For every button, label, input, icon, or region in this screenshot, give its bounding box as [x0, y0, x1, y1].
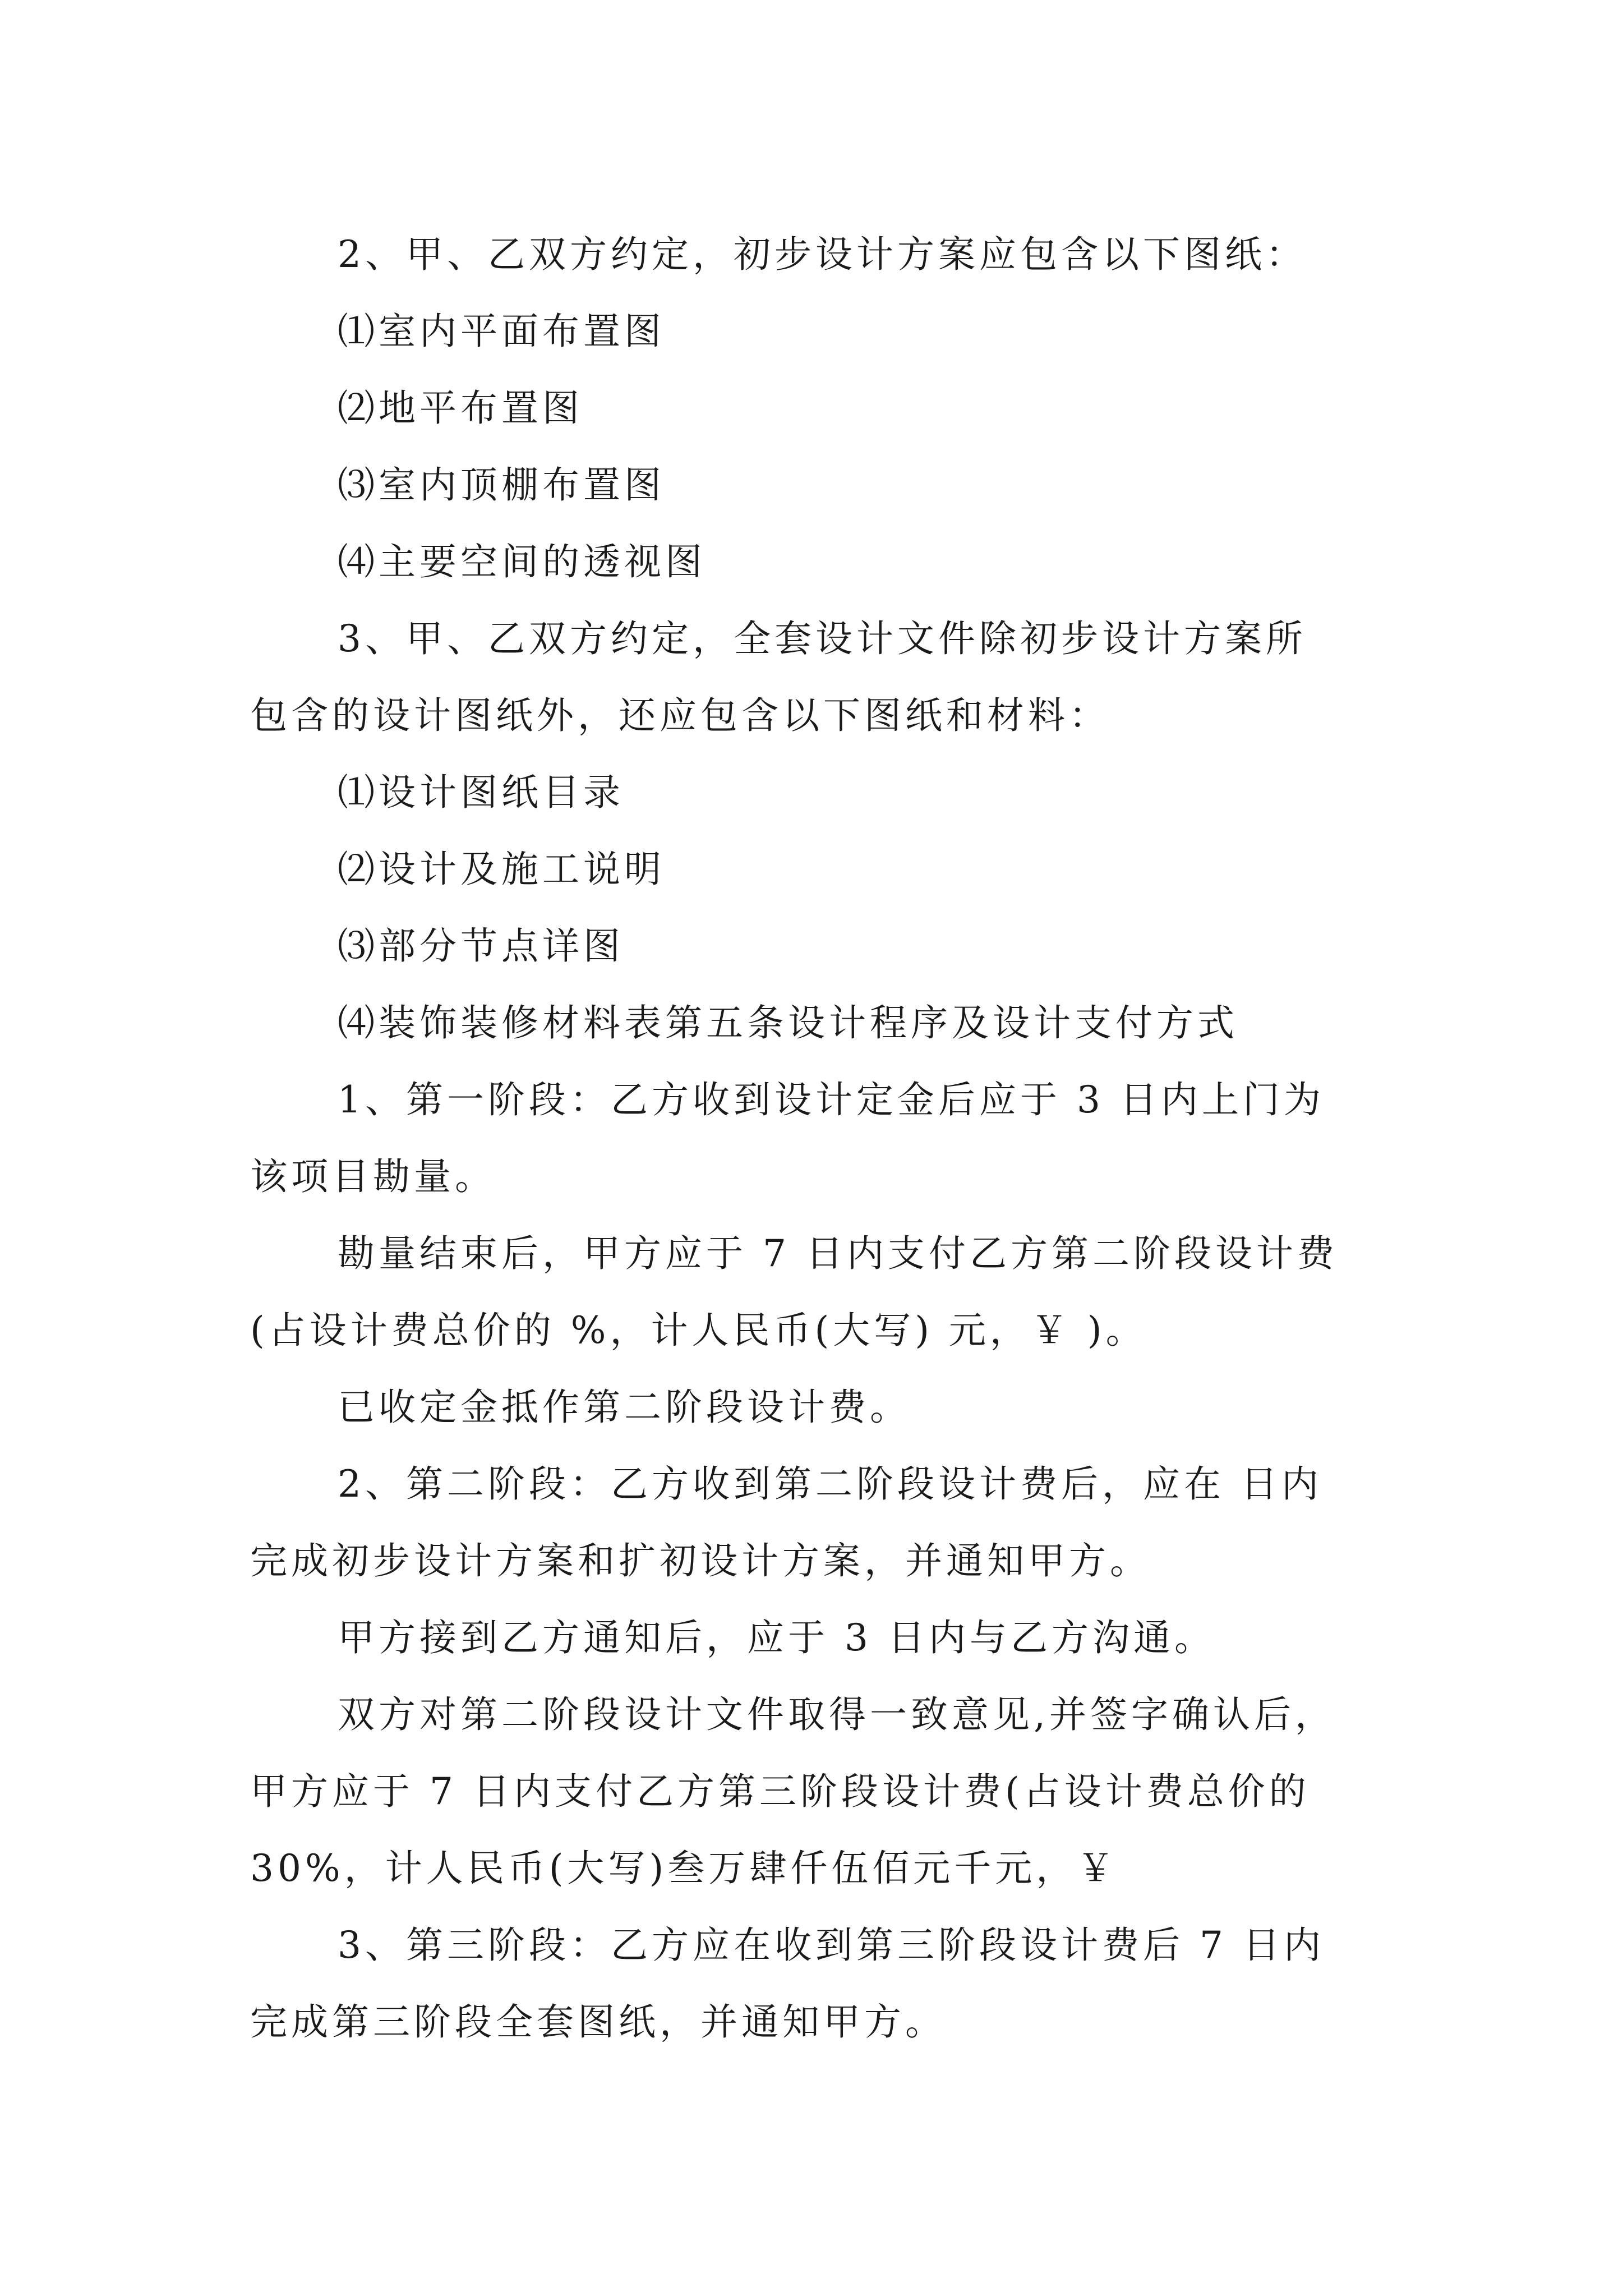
paragraph-line: ⑴设计图纸目录 — [338, 771, 624, 814]
paragraph-line: 双方对第二阶段设计文件取得一致意见,并签字确认后， — [338, 1693, 1336, 1736]
paragraph-line: 1、第一阶段：乙方收到设计定金后应于 3 日内上门为 — [338, 1078, 1325, 1121]
paragraph-line: 该项目勘量。 — [250, 1155, 496, 1198]
paragraph-line: ⑵地平布置图 — [338, 386, 583, 430]
paragraph-line: ⑶部分节点详图 — [338, 924, 624, 968]
paragraph-line: 3、第三阶段：乙方应在收到第三阶段设计费后 7 日内 — [338, 1924, 1325, 1967]
paragraph-line: (占设计费总价的 %，计人民币(大写) 元，￥ )。 — [250, 1309, 1147, 1352]
paragraph-line: 2、第二阶段：乙方收到第二阶段设计费后，应在 日内 — [338, 1462, 1322, 1506]
paragraph-line: 2、甲、乙双方约定，初步设计方案应包含以下图纸： — [338, 233, 1307, 276]
paragraph-line: 甲方应于 7 日内支付乙方第三阶段设计费(占设计费总价的 — [250, 1770, 1310, 1813]
paragraph-line: ⑶室内顶棚布置图 — [338, 463, 665, 507]
paragraph-line: 3、甲、乙双方约定，全套设计文件除初步设计方案所 — [338, 617, 1307, 660]
paragraph-line: ⑷主要空间的透视图 — [338, 540, 706, 583]
paragraph-line: ⑴室内平面布置图 — [338, 310, 665, 353]
paragraph-line: ⑷装饰装修材料表第五条设计程序及设计支付方式 — [338, 1001, 1238, 1045]
paragraph-line: 完成第三阶段全套图纸，并通知甲方。 — [250, 2000, 946, 2044]
document-body — [250, 216, 1383, 2060]
paragraph-line: 包含的设计图纸外，还应包含以下图纸和材料： — [250, 694, 1110, 737]
paragraph-line: 勘量结束后，甲方应于 7 日内支付乙方第二阶段设计费 — [338, 1232, 1338, 1275]
paragraph-line: 甲方接到乙方通知后，应于 3 日内与乙方沟通。 — [338, 1616, 1215, 1659]
paragraph-line: 已收定金抵作第二阶段设计费。 — [338, 1386, 911, 1429]
paragraph-line: ⑵设计及施工说明 — [338, 848, 665, 891]
paragraph-line: 30%，计人民币(大写)叁万肆仟伍佰元千元，￥ — [250, 1847, 1118, 1890]
paragraph-line: 完成初步设计方案和扩初设计方案，并通知甲方。 — [250, 1539, 1151, 1582]
